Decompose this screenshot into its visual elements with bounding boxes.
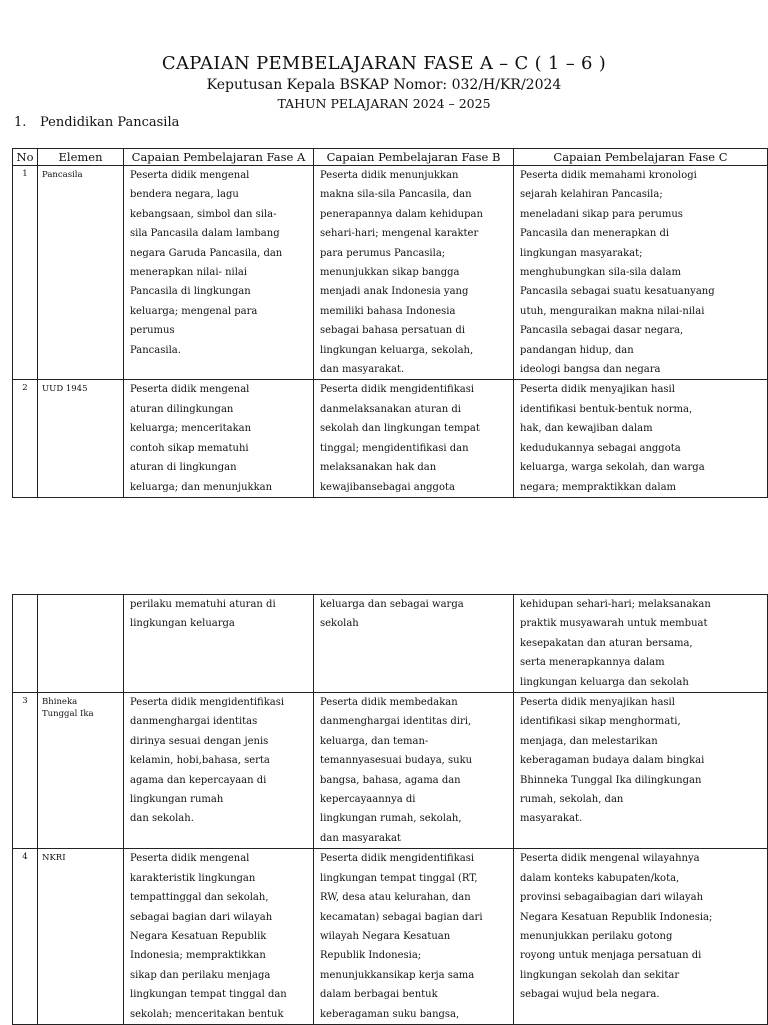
curriculum-table-page-1 bbox=[12, 148, 768, 498]
text-line: Peserta didik menyajikan hasil bbox=[520, 697, 675, 709]
text-line: sekolah bbox=[320, 618, 359, 630]
table-body-page-2 bbox=[13, 595, 768, 1025]
text-line: tempattinggal dan sekolah, bbox=[130, 892, 269, 904]
text-line: danmenghargai identitas diri, bbox=[320, 716, 472, 728]
text-line: bangsa, bahasa, agama dan bbox=[320, 774, 461, 786]
text-line: Republik Indonesia; bbox=[320, 950, 422, 962]
text-line: sikap dan perilaku menjaga bbox=[130, 969, 271, 981]
text-line: memiliki bahasa Indonesia bbox=[320, 305, 456, 317]
text-line: kecamatan) sebagai bagian dari bbox=[320, 911, 483, 923]
text-line: perumus bbox=[130, 325, 175, 337]
header-no: No bbox=[13, 149, 38, 166]
cell-fase-b bbox=[314, 380, 514, 497]
text-line: royong untuk menjaga persatuan di bbox=[520, 950, 702, 962]
text-line: keberagaman suku bangsa, bbox=[320, 1008, 460, 1020]
table-row bbox=[13, 595, 768, 693]
text-line: penerapannya dalam kehidupan bbox=[320, 208, 483, 220]
document-subtitle: Keputusan Kepala BSKAP Nomor: 032/H/KR/2024 bbox=[206, 77, 562, 93]
text-line: sekolah dan lingkungan tempat bbox=[320, 423, 480, 435]
text-line: praktik musyawarah untuk membuat bbox=[520, 618, 708, 630]
cell-elemen bbox=[38, 595, 124, 693]
text-line: menjadi anak Indonesia yang bbox=[320, 286, 469, 298]
text-line: Peserta didik membedakan bbox=[320, 697, 458, 709]
text-line: sekolah; menceritakan bentuk bbox=[130, 1008, 284, 1020]
cell-fase-b bbox=[314, 849, 514, 1025]
cell-fase-a bbox=[124, 166, 314, 380]
text-line: lingkungan tempat tinggal (RT, bbox=[320, 872, 478, 884]
text-line: dalam berbagai bentuk bbox=[320, 989, 438, 1001]
text-line: melaksanakan hak dan bbox=[320, 462, 437, 474]
table-row bbox=[13, 380, 768, 497]
cell-fase-c bbox=[514, 693, 768, 849]
text-line: contoh sikap mematuhi bbox=[130, 442, 249, 454]
text-line: wilayah Negara Kesatuan bbox=[320, 930, 451, 942]
header-elemen: Elemen bbox=[38, 149, 124, 166]
text-line: menghubungkan sila-sila dalam bbox=[520, 267, 681, 279]
cell-elemen bbox=[38, 380, 124, 497]
text-line: bendera negara, lagu bbox=[130, 189, 239, 201]
text-line: dan sekolah. bbox=[130, 813, 194, 825]
text-line: utuh, menguraikan makna nilai-nilai bbox=[520, 305, 705, 317]
text-line: kesepakatan dan aturan bersama, bbox=[520, 637, 693, 649]
cell-no: 2 bbox=[13, 380, 38, 497]
text-line: keluarga; mengenal para bbox=[130, 305, 258, 317]
text-line: menunjukkan perilaku gotong bbox=[520, 930, 673, 942]
text-line: pandangan hidup, dan bbox=[520, 344, 634, 356]
text-line: serta menerapkannya dalam bbox=[520, 657, 665, 669]
section-title: Pendidikan Pancasila bbox=[40, 115, 180, 130]
academic-year: TAHUN PELAJARAN 2024 – 2025 bbox=[277, 96, 491, 111]
cell-fase-a bbox=[124, 380, 314, 497]
table-row bbox=[13, 693, 768, 849]
text-line: Tunggal Ika bbox=[42, 709, 94, 720]
text-line: sila Pancasila dalam lambang bbox=[130, 228, 280, 240]
text-line: Pancasila dan menerapkan di bbox=[520, 228, 670, 240]
text-line: Pancasila di lingkungan bbox=[130, 286, 251, 298]
text-line: negara Garuda Pancasila, dan bbox=[130, 247, 283, 259]
text-line: Peserta didik mengidentifikasi bbox=[320, 384, 475, 396]
header-fase-c: Capaian Pembelajaran Fase C bbox=[514, 149, 768, 166]
text-line: danmelaksanakan aturan di bbox=[320, 403, 461, 415]
text-line: NKRI bbox=[42, 853, 66, 864]
text-line: menunjukkan sikap bangga bbox=[320, 267, 460, 279]
text-line: lingkungan masyarakat; bbox=[520, 247, 643, 259]
text-line: lingkungan keluarga, sekolah, bbox=[320, 344, 474, 356]
text-line: keluarga, dan teman- bbox=[320, 735, 429, 747]
table-header-row bbox=[13, 149, 768, 166]
text-line: Peserta didik mengenal bbox=[130, 853, 250, 865]
text-line: dalam konteks kabupaten/kota, bbox=[520, 872, 680, 884]
text-line: Pancasila. bbox=[130, 344, 181, 356]
cell-no: 4 bbox=[13, 849, 38, 1025]
text-line: kelamin, hobi,bahasa, serta bbox=[130, 755, 270, 767]
text-line: kedudukannya sebagai anggota bbox=[520, 442, 681, 454]
text-line: kepercayaannya di bbox=[320, 794, 416, 806]
cell-fase-c bbox=[514, 380, 768, 497]
text-line: Negara Kesatuan Republik Indonesia; bbox=[520, 911, 713, 923]
text-line: sebagai wujud bela negara. bbox=[520, 989, 660, 1001]
cell-fase-b bbox=[314, 166, 514, 380]
text-line: kehidupan sehari-hari; melaksanakan bbox=[520, 599, 711, 610]
text-line: Peserta didik mengidentifikasi bbox=[320, 853, 475, 865]
text-line: provinsi sebagaibagian dari wilayah bbox=[520, 892, 704, 904]
text-line: Peserta didik mengenal bbox=[130, 170, 250, 181]
text-line: Pancasila sebagai dasar negara, bbox=[520, 325, 684, 337]
text-line: Bhinneka Tunggal Ika dilingkungan bbox=[520, 774, 702, 786]
cell-fase-b bbox=[314, 693, 514, 849]
text-line: kebangsaan, simbol dan sila- bbox=[130, 208, 277, 220]
text-line: agama dan kepercayaan di bbox=[130, 774, 267, 786]
header-fase-a: Capaian Pembelajaran Fase A bbox=[124, 149, 314, 166]
text-line: keluarga; dan menunjukkan bbox=[130, 481, 273, 493]
text-line: ideologi bangsa dan negara bbox=[520, 364, 661, 376]
text-line: dirinya sesuai dengan jenis bbox=[130, 735, 269, 747]
cell-fase-b bbox=[314, 595, 514, 693]
text-line: Bhineka bbox=[42, 697, 78, 708]
cell-fase-a bbox=[124, 849, 314, 1025]
text-line: tinggal; mengidentifikasi dan bbox=[320, 442, 469, 454]
text-line: dan masyarakat bbox=[320, 832, 401, 844]
table-row bbox=[13, 166, 768, 380]
text-line: aturan dilingkungan bbox=[130, 403, 234, 415]
text-line: menjaga, dan melestarikan bbox=[520, 735, 658, 747]
text-line: Negara Kesatuan Republik bbox=[130, 930, 267, 942]
text-line: sebagai bagian dari wilayah bbox=[130, 911, 273, 923]
text-line: lingkungan rumah bbox=[130, 794, 224, 806]
cell-fase-c bbox=[514, 595, 768, 693]
text-line: kewajibansebagai anggota bbox=[320, 481, 455, 493]
curriculum-table-page-2 bbox=[12, 594, 768, 1025]
text-line: Peserta didik mengenal bbox=[130, 384, 250, 396]
text-line: Pancasila sebagai suatu kesatuanyang bbox=[520, 286, 715, 298]
text-line: Peserta didik mengidentifikasi bbox=[130, 697, 285, 709]
cell-no bbox=[13, 595, 38, 693]
text-line: Peserta didik mengenal wilayahnya bbox=[520, 853, 700, 865]
text-line: lingkungan keluarga dan sekolah bbox=[520, 676, 689, 688]
text-line: lingkungan sekolah dan sekitar bbox=[520, 969, 680, 981]
text-line: UUD 1945 bbox=[42, 384, 88, 395]
document-title: CAPAIAN PEMBELAJARAN FASE A – C ( 1 – 6 ) bbox=[161, 53, 607, 74]
cell-fase-c bbox=[514, 849, 768, 1025]
text-line: keberagaman budaya dalam bingkai bbox=[520, 755, 705, 767]
text-line: Indonesia; mempraktikkan bbox=[130, 950, 266, 962]
text-line: identifikasi sikap menghormati, bbox=[520, 716, 681, 728]
text-line: temannyasesuai budaya, suku bbox=[320, 755, 473, 767]
text-line: rumah, sekolah, dan bbox=[520, 794, 624, 806]
text-line: lingkungan keluarga bbox=[130, 618, 235, 630]
text-line: Peserta didik menunjukkan bbox=[320, 170, 459, 181]
cell-elemen bbox=[38, 693, 124, 849]
text-line: meneladani sikap para perumus bbox=[520, 208, 683, 220]
cell-no: 1 bbox=[13, 166, 38, 380]
text-line: identifikasi bentuk-bentuk norma, bbox=[520, 403, 693, 415]
text-line: para perumus Pancasila; bbox=[320, 247, 446, 259]
table-row bbox=[13, 849, 768, 1025]
text-line: danmenghargai identitas bbox=[130, 716, 258, 728]
cell-fase-c bbox=[514, 166, 768, 380]
text-line: perilaku mematuhi aturan di bbox=[130, 599, 276, 610]
text-line: sebagai bahasa persatuan di bbox=[320, 325, 466, 337]
text-line: RW, desa atau kelurahan, dan bbox=[320, 892, 471, 904]
text-line: sehari-hari; mengenal karakter bbox=[320, 228, 479, 240]
text-line: lingkungan rumah, sekolah, bbox=[320, 813, 462, 825]
cell-elemen bbox=[38, 166, 124, 380]
text-line: masyarakat. bbox=[520, 813, 583, 825]
table-body-page-1 bbox=[13, 166, 768, 498]
section-heading bbox=[14, 114, 179, 132]
text-line: Peserta didik menyajikan hasil bbox=[520, 384, 675, 396]
cell-elemen bbox=[38, 849, 124, 1025]
text-line: sejarah kelahiran Pancasila; bbox=[520, 189, 663, 201]
cell-fase-a bbox=[124, 595, 314, 693]
text-line: karakteristik lingkungan bbox=[130, 872, 256, 884]
text-line: keluarga, warga sekolah, dan warga bbox=[520, 462, 705, 474]
text-line: hak, dan kewajiban dalam bbox=[520, 423, 653, 435]
section-number: 1. bbox=[14, 115, 27, 130]
header-fase-b: Capaian Pembelajaran Fase B bbox=[314, 149, 514, 166]
text-line: dan masyarakat. bbox=[320, 364, 405, 376]
text-line: negara; mempraktikkan dalam bbox=[520, 481, 677, 493]
text-line: aturan di lingkungan bbox=[130, 462, 237, 474]
text-line: makna sila-sila Pancasila, dan bbox=[320, 189, 472, 201]
text-line: Peserta didik memahami kronologi bbox=[520, 170, 697, 181]
cell-fase-a bbox=[124, 693, 314, 849]
text-line: keluarga; menceritakan bbox=[130, 423, 252, 435]
cell-no: 3 bbox=[13, 693, 38, 849]
document-header bbox=[0, 52, 768, 113]
text-line: menunjukkansikap kerja sama bbox=[320, 969, 475, 981]
text-line: lingkungan tempat tinggal dan bbox=[130, 989, 287, 1001]
text-line: menerapkan nilai- nilai bbox=[130, 267, 248, 279]
text-line: Pancasila bbox=[42, 170, 83, 180]
text-line: keluarga dan sebagai warga bbox=[320, 599, 464, 610]
